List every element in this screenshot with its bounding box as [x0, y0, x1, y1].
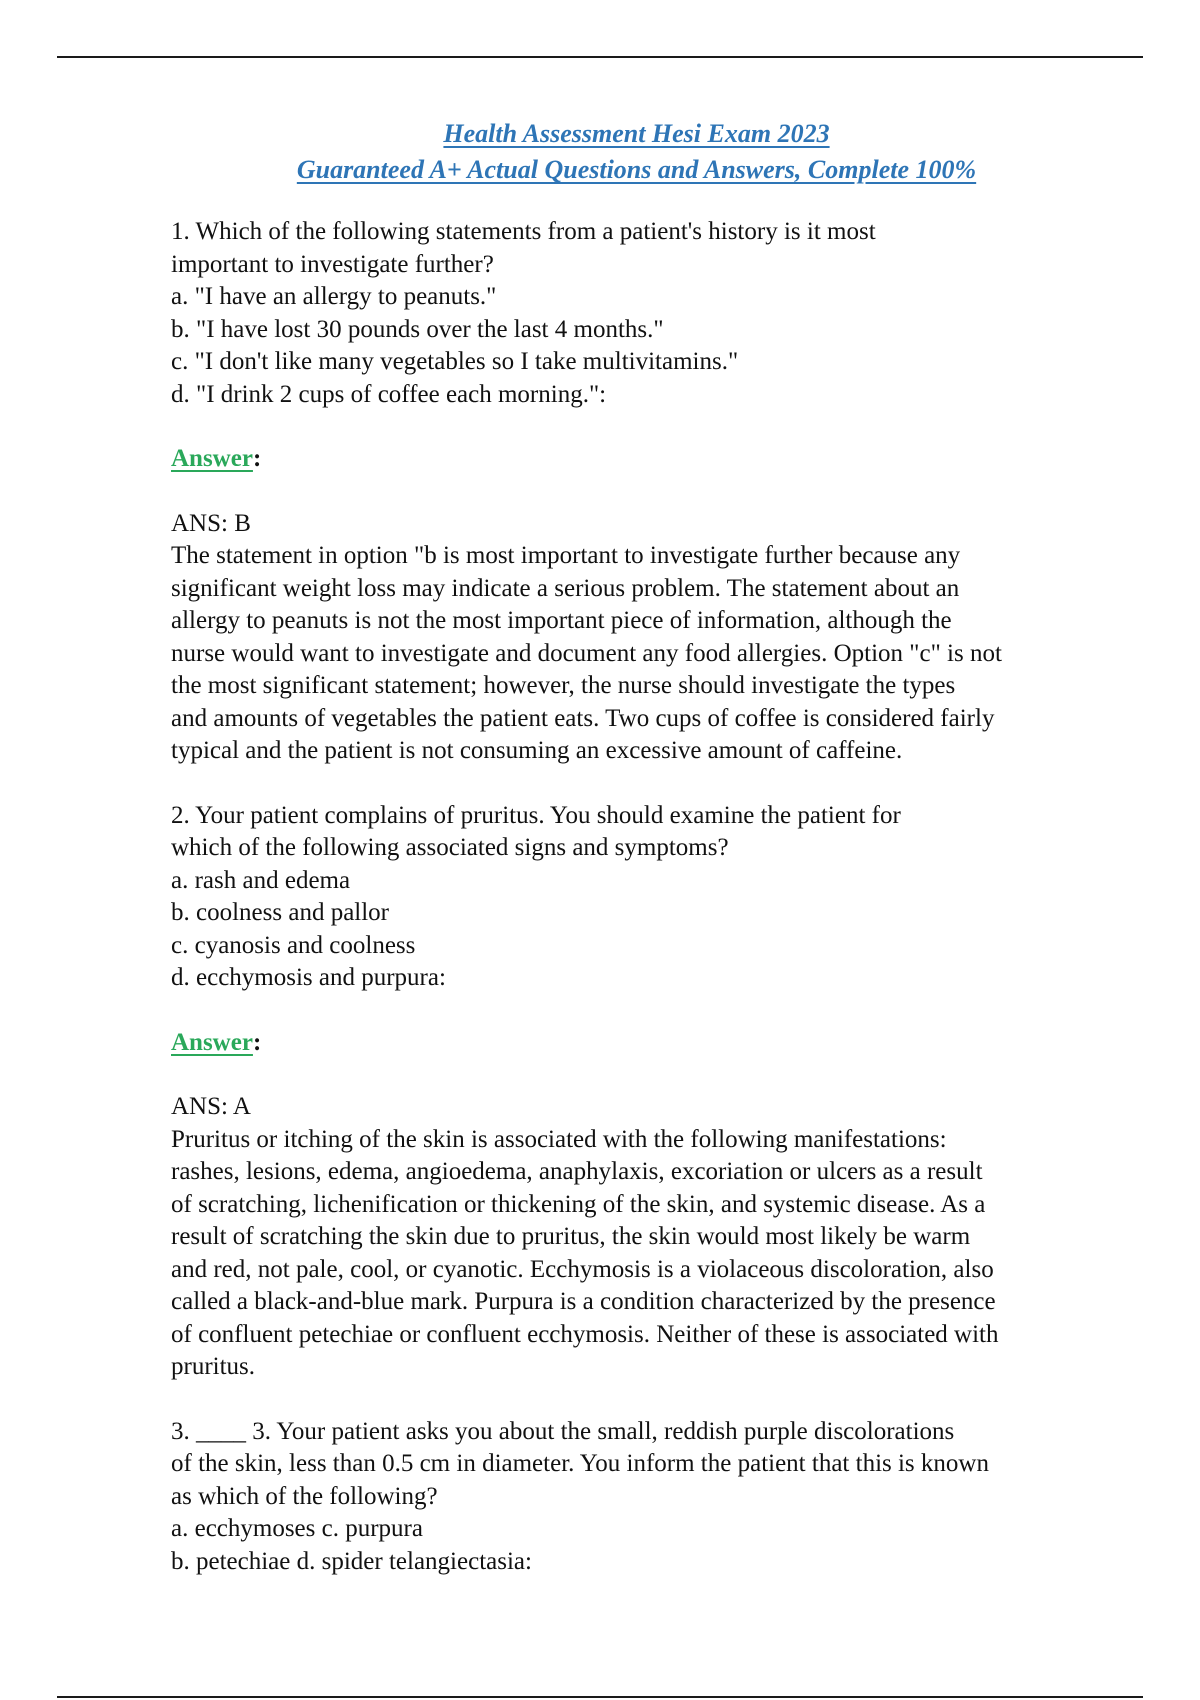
- rationale-line: and red, not pale, cool, or cyanotic. Ecchymosis is a violaceous discoloration, also: [171, 1255, 994, 1283]
- answer-label: Answer: [171, 445, 253, 472]
- rationale-line: Pruritus or itching of the skin is associated with the following manifestations:: [171, 1125, 947, 1153]
- question-text-line: of the skin, less than 0.5 cm in diameter. You inform the patient that this is known: [171, 1450, 989, 1477]
- option-c: c. "I don't like many vegetables so I take multivitamins.": [171, 348, 739, 375]
- question-2: [171, 800, 1121, 1384]
- rationale-line: typical and the patient is not consuming an excessive amount of caffeine.: [171, 737, 903, 764]
- answer-colon: :: [252, 445, 262, 472]
- answer-key: ANS: A: [171, 1093, 251, 1120]
- rationale-line: allergy to peanuts is not the most important piece of information, although the: [171, 607, 952, 634]
- answer-colon: :: [252, 1028, 262, 1056]
- title-line-1: Health Assessment Hesi Exam 2023: [443, 119, 830, 148]
- question-text-line: 1. Which of the following statements from a patient's history is it most: [171, 218, 876, 245]
- question-text-line: 2. Your patient complains of pruritus. You should examine the patient for: [171, 801, 901, 829]
- option-line: a. ecchymoses c. purpura: [171, 1515, 423, 1542]
- rationale-line: rashes, lesions, edema, angioedema, anaphylaxis, excoriation or ulcers as a result: [171, 1158, 983, 1185]
- rationale-line: the most significant statement; however, the nurse should investigate the types: [171, 672, 956, 699]
- bottom-rule: [57, 1696, 1143, 1698]
- question-text-line: which of the following associated signs and symptoms?: [171, 834, 729, 861]
- option-a: a. "I have an allergy to peanuts.": [171, 283, 497, 310]
- question-text-line: 3. ____ 3. Your patient asks you about the small, reddish purple discolorations: [171, 1417, 955, 1445]
- document-body: [171, 216, 1121, 1578]
- option-b: b. "I have lost 30 pounds over the last 4 months.": [171, 315, 664, 343]
- question-1: [171, 216, 1121, 768]
- option-line: b. petechiae d. spider telangiectasia:: [171, 1547, 532, 1575]
- option-a: a. rash and edema: [171, 866, 351, 894]
- option-c: c. cyanosis and coolness: [171, 931, 416, 959]
- top-rule: [57, 56, 1143, 58]
- question-3: [171, 1416, 1121, 1579]
- rationale-line: nurse would want to investigate and document any food allergies. Option "c" is not: [171, 639, 1002, 667]
- rationale-line: called a black-and-blue mark. Purpura is a condition characterized by the presence: [171, 1288, 996, 1315]
- rationale-line: pruritus.: [171, 1353, 256, 1380]
- answer-label: Answer: [171, 1028, 253, 1056]
- answer-key: ANS: B: [171, 509, 251, 537]
- rationale-line: of confluent petechiae or confluent ecchymosis. Neither of these is associated with: [171, 1320, 999, 1348]
- answer-heading: [171, 443, 1121, 476]
- option-d: d. "I drink 2 cups of coffee each morning.":: [171, 380, 607, 408]
- option-b: b. coolness and pallor: [171, 899, 390, 926]
- rationale-line: and amounts of vegetables the patient eats. Two cups of coffee is considered fairly: [171, 704, 995, 732]
- option-d: d. ecchymosis and purpura:: [171, 964, 446, 991]
- question-text-line: as which of the following?: [171, 1482, 438, 1510]
- answer-heading: [171, 1027, 1121, 1060]
- rationale-line: The statement in option "b is most important to investigate further because any: [171, 542, 961, 569]
- rationale-line: of scratching, lichenification or thickening of the skin, and systemic disease. As a: [171, 1190, 986, 1218]
- document-title: [0, 116, 1200, 188]
- title-line-2: Guaranteed A+ Actual Questions and Answers, Complete 100%: [296, 155, 977, 184]
- question-text-line: important to investigate further?: [171, 250, 494, 278]
- rationale-line: significant weight loss may indicate a serious problem. The statement about an: [171, 574, 960, 602]
- rationale-line: result of scratching the skin due to pruritus, the skin would most likely be warm: [171, 1223, 971, 1250]
